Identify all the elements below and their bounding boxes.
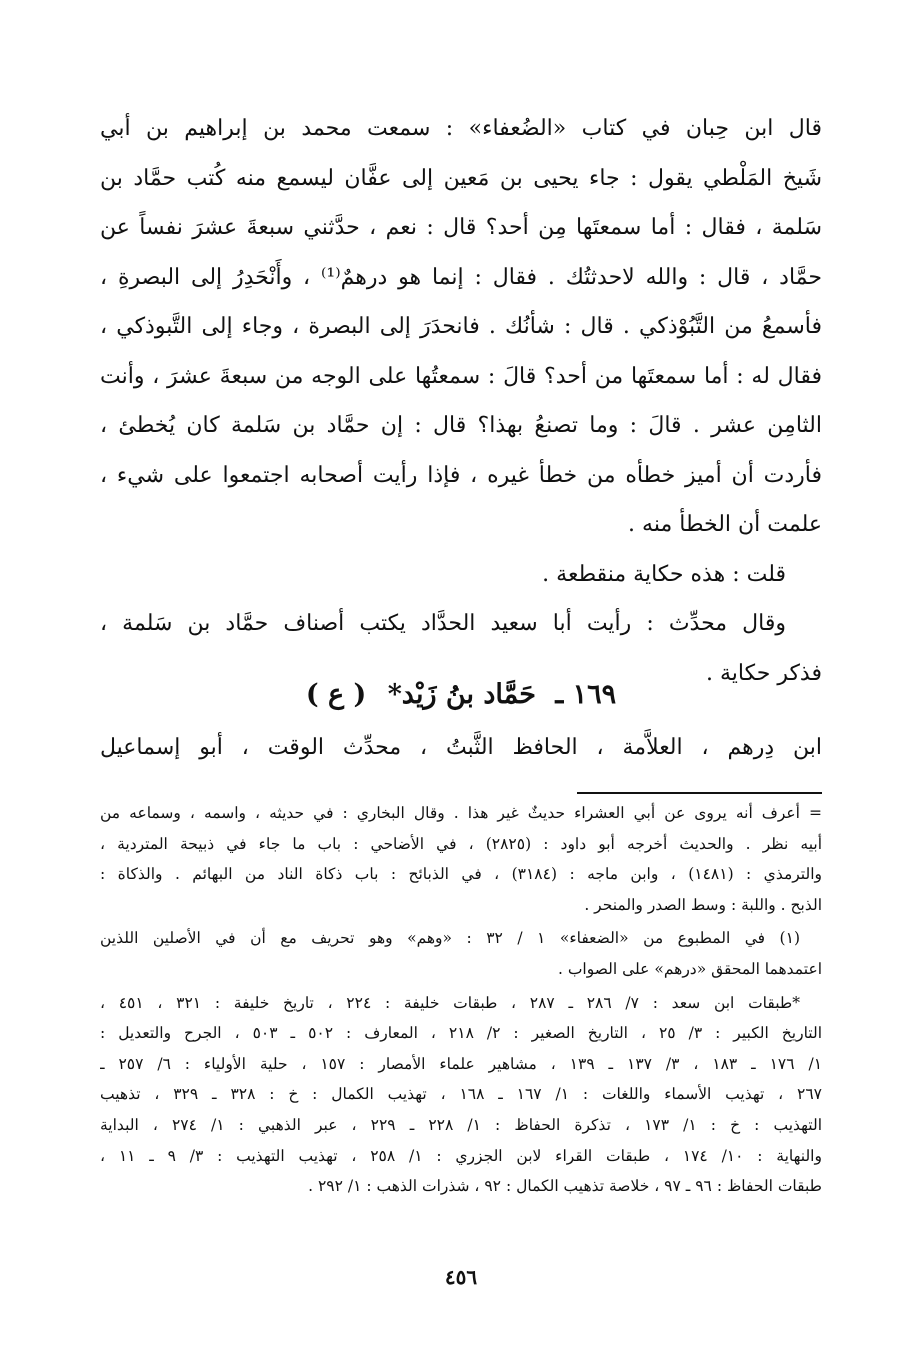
- entry-number: ١٦٩ ـ: [555, 679, 617, 710]
- footnote-line: والترمذي : (١٤٨١) ، وابن ماجه : (٣١٨٤) ، في الذبائح : باب ذكاة الناد من البهائم . والذكاة :: [100, 865, 822, 884]
- sources-line: ١/ ١٧٦ ـ ١٨٣ ، ٣/ ١٣٧ ـ ١٣٩ ، مشاهير علماء الأمصار : ١٥٧ ، حلية الأولياء : ٦/ ٢٥٧ ـ: [100, 1054, 822, 1073]
- text-line: شَيخ المَلْطي يقول : جاء يحيى بن مَعين إلى عفَّان ليسمع منه كُتب حمَّاد بن: [100, 165, 822, 191]
- sources-line: ٢٦٧ ، تهذيب الأسماء واللغات : ١/ ١٦٧ ـ ١٦٨ ، تهذيب الكمال : خ : ٣٢٨ ـ ٣٢٩ ، تذهيب: [100, 1085, 822, 1104]
- text-line: حمَّاد ، قال : والله لاحدثتُك . فقال : إنما هو درهمٌ⁽¹⁾ ، وأَنْحَدِرُ إلى البصرةِ ،: [100, 264, 822, 290]
- text-line: سَلمة ، فقال : أما سمعتَها مِن أحد؟ قال : نعم ، حدَّثني سبعةَ عشرَ نفساً عن: [100, 215, 822, 240]
- text-line: فأردت أن أميز خطأه من خطأ غيره ، فإذا رأيت أصحابه اجتمعوا على شيء ،: [100, 462, 822, 488]
- sources-line: *طبقات ابن سعد : ٧/ ٢٨٦ ـ ٢٨٧ ، طبقات خليفة : ٢٢٤ ، تاريخ خليفة : ٣٢١ ، ٤٥١ ،: [100, 993, 800, 1012]
- footnote-line: = أعرف أنه يروى عن أبي العشراء حديثٌ غير هذا . وقال البخاري : في حديثه ، واسمه ، وسماعه من: [100, 804, 822, 822]
- footnote-line: أبيه نظر . والحديث أخرجه أبو داود : (٢٨٢٥) ، في الأضاحي : باب ما جاء في ذبيحة المتردية ،: [100, 834, 822, 853]
- entry-heading: [100, 672, 822, 718]
- main-text: [100, 104, 822, 698]
- sources-line: التهذيب : خ : ١/ ١٧٣ ، تذكرة الحفاظ : ١/ ٢٢٨ ـ ٢٢٩ ، عبر الذهبي : ١/ ٢٧٤ ، البداية: [100, 1115, 822, 1134]
- text-line: قال ابن حِبان في كتاب «الضُعفاء» : سمعت محمد بن إبراهيم بن أبي: [100, 116, 822, 141]
- footnote-line: الذبح . واللبة : وسط الصدر والمنحر .: [584, 895, 822, 914]
- entry-symbol: ( ع ): [305, 679, 367, 710]
- sources-line: التاريخ الكبير : ٣/ ٢٥ ، التاريخ الصغير : ٢/ ٢١٨ ، المعارف : ٥٠٢ ـ ٥٠٣ ، الجرح والتعديل :: [100, 1024, 822, 1043]
- text-line: فقال له : أما سمعتَها من أحد؟ قالَ : سمعتُها على الوجه من سبعةَ عشرَ ، وأنت: [100, 363, 822, 389]
- footnote-divider: [577, 792, 822, 794]
- footnote-line: اعتمدهما المحقق «درهم» على الصواب .: [557, 959, 822, 978]
- text-line: فذكر حكاية .: [705, 660, 822, 686]
- sources-line: طبقات الحفاظ : ٩٦ ـ ٩٧ ، خلاصة تذهيب الكمال : ٩٢ ، شذرات الذهب : ١/ ٢٩٢ .: [308, 1177, 822, 1196]
- book-page: [100, 0, 822, 1370]
- text-line: وقال محدِّث : رأيت أبا سعيد الحدَّاد يكتب أصناف حمَّاد بن سَلمة ،: [100, 611, 786, 636]
- sources-line: والنهاية : ١٠/ ١٧٤ ، طبقات القراء لابن الجزري : ١/ ٢٥٨ ، تهذيب التهذيب : ٣/ ٩ ـ ١١ ،: [100, 1146, 822, 1165]
- entry-name: حَمَّاد بنُ زَيْد*: [387, 679, 536, 710]
- footnote-line: (١) في المطبوع من «الضعفاء» ١ / ٣٢ : «وهم» وهو تحريف مع أن في الأصلين اللذين: [100, 929, 800, 948]
- text-line: الثامِن عشر . قالَ : وما تصنعُ بهذا؟ قال : إن حمَّاد بن سَلمة كان يُخطئ ،: [100, 413, 822, 438]
- entry-first-line: ابن دِرهم ، العلاَّمة ، الحافظ الثَّبتُ ، محدِّث الوقت ، أبو إسماعيل: [100, 735, 822, 760]
- text-line: قلت : هذه حكاية منقطعة .: [542, 561, 786, 587]
- footnotes: [100, 798, 822, 1202]
- text-line: علمت أن الخطأ منه .: [628, 512, 822, 537]
- page-number: ٤٥٦: [444, 1265, 478, 1289]
- text-line: فأسمعُ من التَّبُوْذكي . قال : شأنُك . فانحدَرَ إلى البصرة ، وجاء إلى التَّبوذكي ،: [100, 314, 822, 339]
